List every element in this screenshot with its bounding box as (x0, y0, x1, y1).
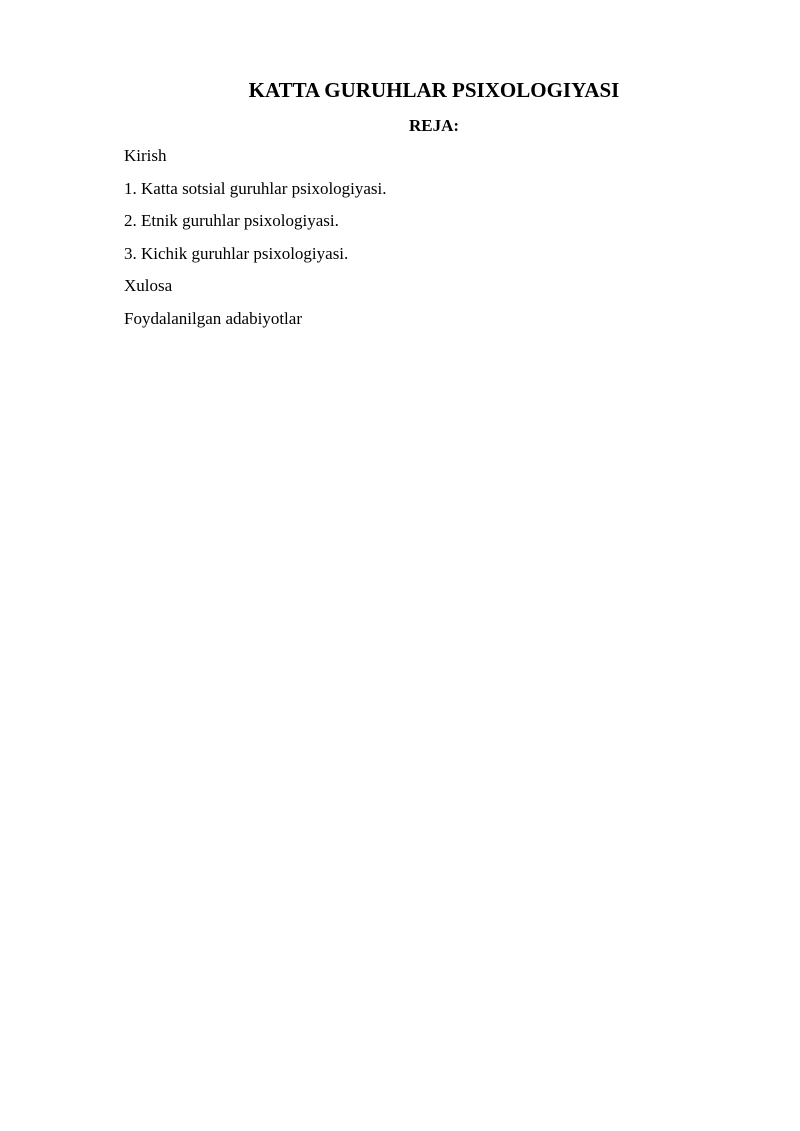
plan-heading: REJA: (408, 116, 460, 135)
document-title: KATTA GURUHLAR PSIXOLOGIYASI (248, 78, 620, 102)
plan-item-conclusion: Xulosa (124, 276, 173, 296)
plan-item-2: 2. Etnik guruhlar psixologiyasi. (124, 211, 339, 231)
plan-item-1: 1. Katta sotsial guruhlar psixologiyasi. (124, 178, 387, 198)
plan-item-references: Foydalanilgan adabiyotlar (124, 308, 302, 328)
plan-item-introduction: Kirish (124, 146, 167, 165)
plan-list (124, 144, 387, 340)
plan-item-3: 3. Kichik guruhlar psixologiyasi. (124, 243, 349, 263)
